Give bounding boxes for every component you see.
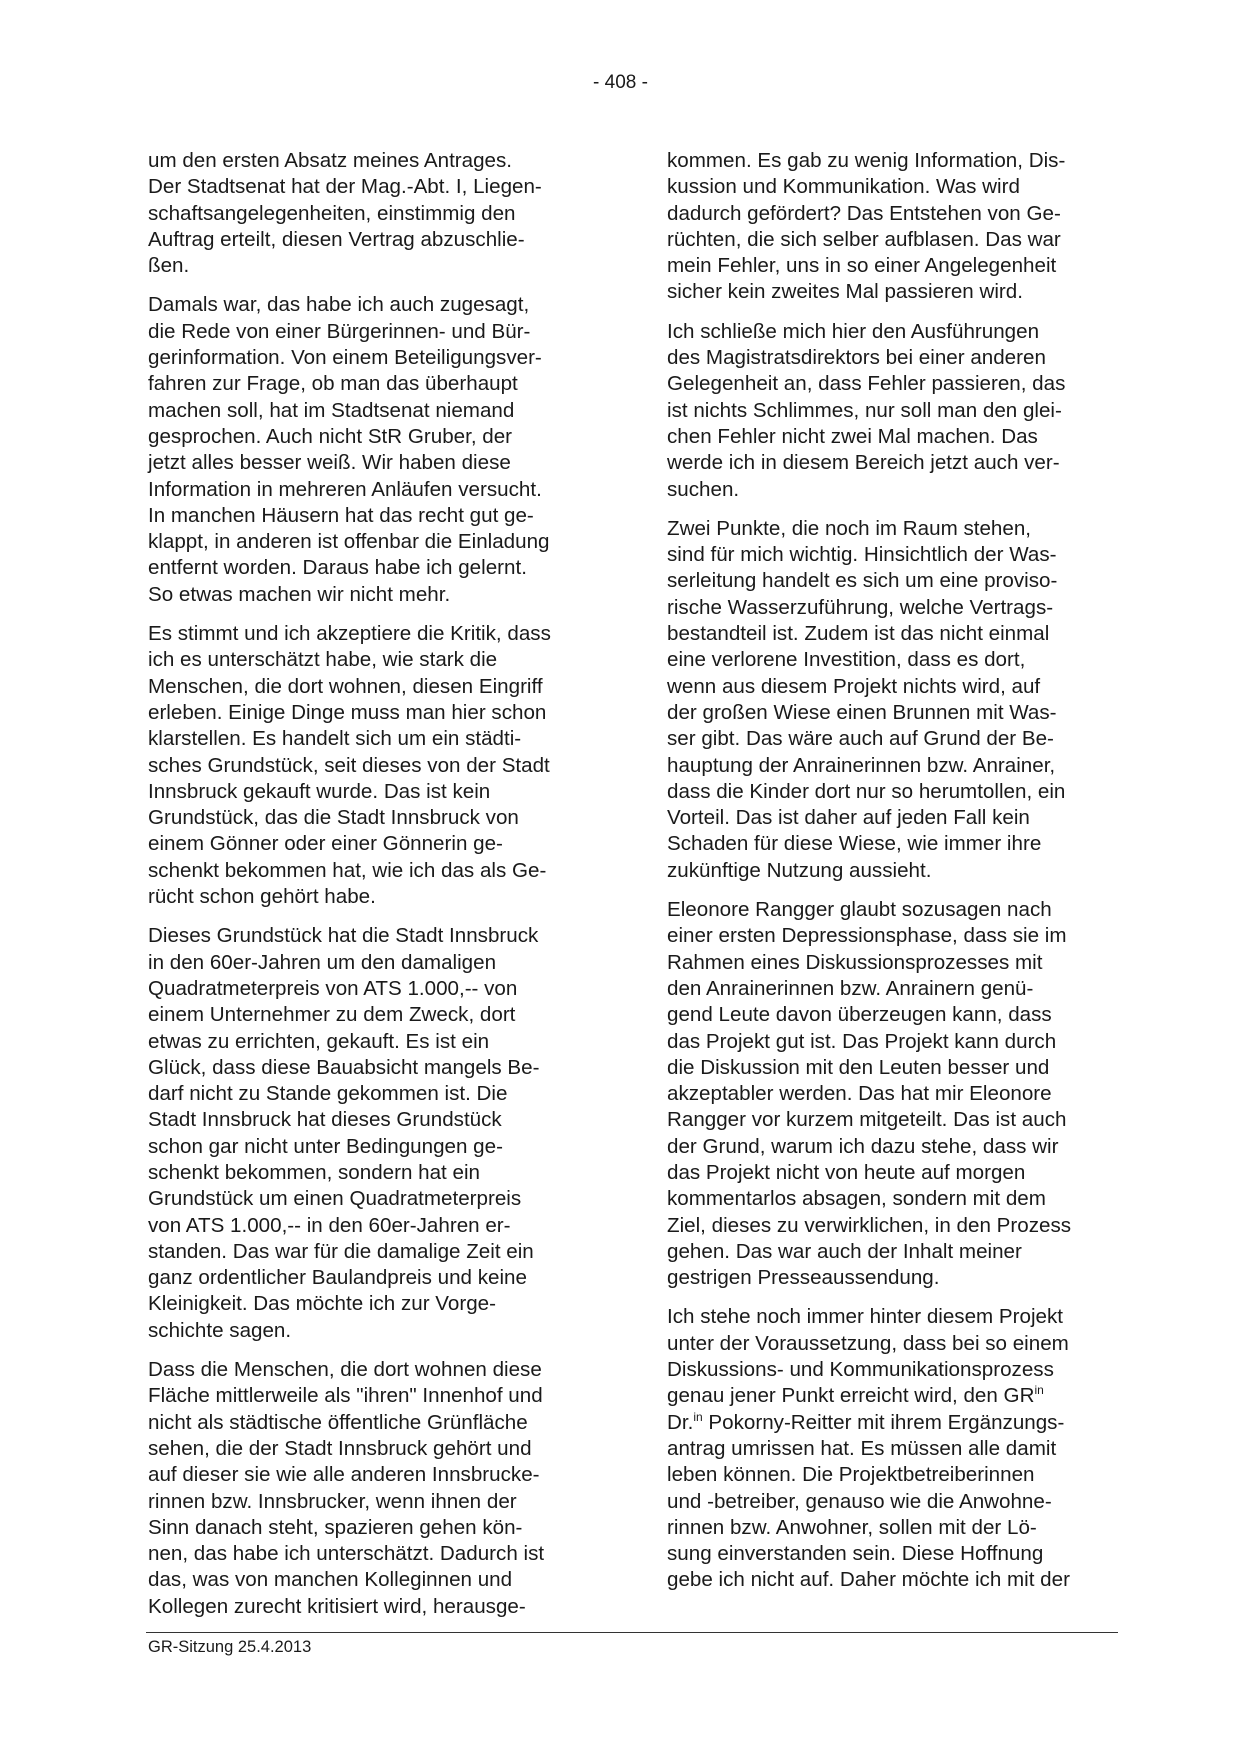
paragraph	[667, 1304, 1113, 1593]
paragraph: Zwei Punkte, die noch im Raum stehen, sind für mich wichtig. Hinsichtlich der Was- serleitung handelt es sich um eine proviso- rische Wasserzuführung, welche Vertrags- bestandteil ist. Zudem ist das nicht einmal eine verlorene Investition, dass es dort, wenn aus diesem Projekt nichts wird, auf der großen Wiese einen Brunnen mit Was- ser gibt. Das wäre auch auf Grund der Be- hauptung der Anrainerinnen bzw. Anrainer, dass die Kinder dort nur so herumtollen, ein Vorteil. Das ist daher auf jeden Fall kein Schaden für diese Wiese, wie immer ihre zukünftige Nutzung aussieht.	[667, 516, 1066, 882]
paragraph: Es stimmt und ich akzeptiere die Kritik, dass ich es unterschätzt habe, wie stark die Menschen, die dort wohnen, diesen Eingriff erleben. Einige Dinge muss man hier schon klarstellen. Es handelt sich um ein städti- sches Grundstück, seit dieses von der Stadt Innsbruck gekauft wurde. Das ist kein Grundstück, das die Stadt Innsbruck von einem Gönner oder einer Gönnerin ge- schenkt bekommen hat, wie ich das als Ge- rücht schon gehört habe.	[148, 622, 551, 909]
paragraph-text: Pokorny-Reitter mit ihrem Ergänzungs- antrag umrissen hat. Es müssen alle damit leben können. Die Projektbetreiberinnen und -betreiber, genauso wie die Anwohne- rinnen bzw. Anwohner, sollen mit der Lö- sung einverstanden sein. Diese Hoffnung gebe ich nicht auf. Daher möchte ich mit der	[667, 1410, 1070, 1592]
paragraph: um den ersten Absatz meines Antrages. Der Stadtsenat hat der Mag.-Abt. I, Liegen- schaftsangelegenheiten, einstimmig den Auftrag erteilt, diesen Vertrag abzuschlie- ßen.	[148, 149, 542, 278]
paragraph: Eleonore Rangger glaubt sozusagen nach einer ersten Depressionsphase, dass sie im Rahmen eines Diskussionsprozesses mit den Anrainerinnen bzw. Anrainern genü- gend Leute davon überzeugen kann, dass das Projekt gut ist. Das Projekt kann durch die Diskussion mit den Leuten besser und akzeptabler werden. Das hat mir Eleonore Rangger vor kurzem mitgeteilt. Das ist auch der Grund, warum ich dazu stehe, dass wir das Projekt nicht von heute auf morgen kommentarlos absagen, sondern mit dem Ziel, dieses zu verwirklichen, in den Prozess gehen. Das war auch der Inhalt meiner gestrigen Presseaussendung.	[667, 898, 1072, 1290]
right-column	[667, 148, 1113, 1607]
page-number: - 408 -	[593, 72, 648, 93]
paragraph: Ich schließe mich hier den Ausführungen des Magistratsdirektors bei einer anderen Gelegenheit an, dass Fehler passieren, das ist nichts Schlimmes, nur soll man den glei- chen Fehler nicht zwei Mal machen. Das werde ich in diesem Bereich jetzt auch ver- suchen.	[667, 319, 1066, 501]
footer-text: GR-Sitzung 25.4.2013	[148, 1638, 312, 1656]
left-column	[148, 148, 594, 1633]
paragraph: Dieses Grundstück hat die Stadt Innsbruck in den 60er-Jahren um den damaligen Quadratmeterpreis von ATS 1.000,-- von einem Unternehmer zu dem Zweck, dort etwas zu errichten, gekauft. Es ist ein Glück, dass diese Bauabsicht mangels Be- darf nicht zu Stande gekommen ist. Die Stadt Innsbruck hat dieses Grundstück schon gar nicht unter Bedingungen ge- schenkt bekommen, sondern hat ein Grundstück um einen Quadratmeterpreis von ATS 1.000,-- in den 60er-Jahren er- standen. Das war für die damalige Zeit ein ganz ordentlicher Baulandpreis und keine Kleinigkeit. Das möchte ich zur Vorge- schichte sagen.	[148, 924, 540, 1342]
superscript: in	[693, 1409, 703, 1424]
paragraph: kommen. Es gab zu wenig Information, Dis- kussion und Kommunikation. Was wird dadurch gefördert? Das Entstehen von Ge- rüchten, die sich selber aufblasen. Das war mein Fehler, uns in so einer Angelegenheit sicher kein zweites Mal passieren wird.	[667, 149, 1066, 304]
superscript: in	[1034, 1383, 1044, 1398]
footer-divider	[146, 1632, 1118, 1633]
paragraph-text: Dr.	[667, 1410, 694, 1434]
paragraph-text: Ich stehe noch immer hinter diesem Projekt unter der Voraussetzung, dass bei so einem Diskussions- und Kommunikationsprozess genau jener Punkt erreicht wird, den GR	[667, 1305, 1069, 1408]
paragraph: Dass die Menschen, die dort wohnen diese Fläche mittlerweile als "ihren" Innenhof und nicht als städtische öffentliche Grünfläche sehen, die der Stadt Innsbruck gehört und auf dieser sie wie alle anderen Innsbrucke- rinnen bzw. Innsbrucker, wenn ihnen der Sinn danach steht, spazieren gehen kön- nen, das habe ich unterschätzt. Dadurch ist das, was von manchen Kolleginnen und Kollegen zurecht kritisiert wird, herausge-	[148, 1358, 545, 1618]
paragraph: Damals war, das habe ich auch zugesagt, die Rede von einer Bürgerinnen- und Bür- gerinformation. Von einem Beteiligungsver- fahren zur Frage, ob man das überhaupt machen soll, hat im Stadtsenat niemand gesprochen. Auch nicht StR Gruber, der jetzt alles besser weiß. Wir haben diese Information in mehreren Anläufen versucht. In manchen Häusern hat das recht gut ge- klappt, in anderen ist offenbar die Einladung entfernt worden. Daraus habe ich gelernt. So etwas machen wir nicht mehr.	[148, 293, 550, 606]
